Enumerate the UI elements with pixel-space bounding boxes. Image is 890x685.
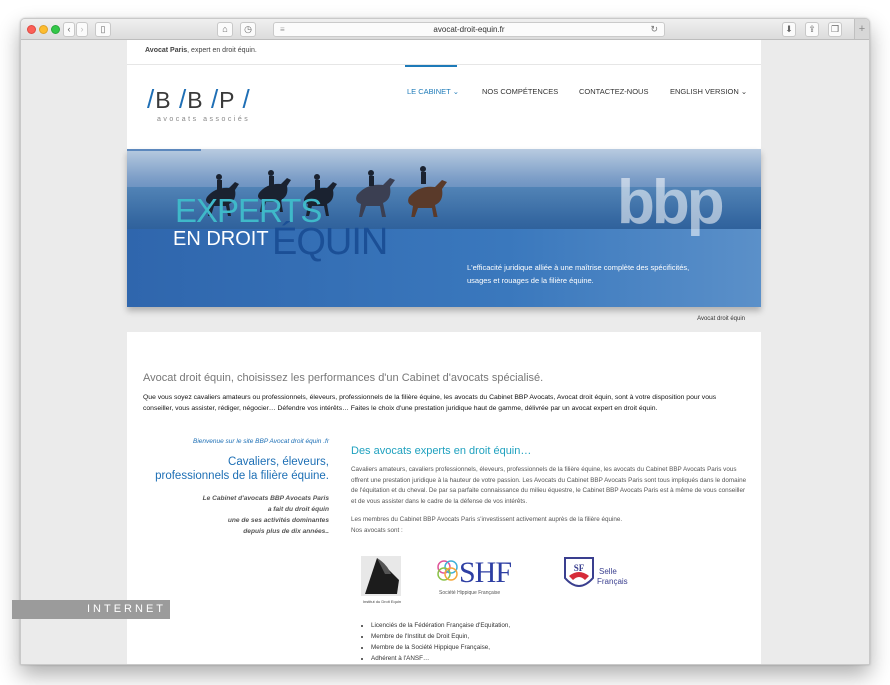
page-heading: Avocat droit équin, choisissez les performances d'un Cabinet d'avocats spécialisé.	[143, 372, 544, 384]
reload-icon[interactable]: ↻	[650, 24, 658, 34]
left-description: Le Cabinet d'avocats BBP Avocats Paris a fait du droit équin une de ses activités dominantes depuis plus de dix années..	[202, 495, 329, 535]
hero-accent	[127, 149, 201, 151]
nav-english-version[interactable]: ENGLISH VERSION ⌄	[670, 87, 748, 96]
hero-equin-text: ÉQUIN	[272, 221, 388, 263]
nav-nos-competences[interactable]: NOS COMPÉTENCES	[482, 87, 559, 96]
browser-toolbar	[21, 19, 869, 40]
members-paragraph: Les membres du Cabinet BBP Avocats Paris s'investissent activement auprès de la filière équine. Nos avocats sont :	[351, 516, 623, 534]
browser-window	[20, 18, 870, 665]
sidebar-icon[interactable]: ▯	[95, 22, 111, 37]
main-content	[127, 332, 761, 664]
intro-paragraph: Que vous soyez cavaliers amateurs ou professionnels, éleveurs, professionnels de la filière équine, les avocats du Cabinet BBP Avocats, Avocat droit équin, sont à votre disposition pour vous conseiller, vous assister, rédiger, négocier… Défendre vos intérêts… Faites le choix d'une prestation juridique haut de gamme, délivrée par un avocat expert en droit équin.	[143, 394, 717, 412]
web-page	[127, 40, 761, 664]
hero-image-label: Avocat droit équin	[697, 316, 745, 322]
svg-text:Selle: Selle	[599, 567, 617, 576]
address-bar[interactable]	[273, 22, 665, 37]
site-logo[interactable]: /B /B /P / avocats associés	[147, 84, 251, 123]
minimize-window-button[interactable]	[39, 25, 48, 34]
site-header	[127, 65, 761, 149]
internet-label: INTERNET	[12, 600, 170, 619]
shf-emblem-icon	[437, 558, 459, 582]
hero-en-droit-text: EN DROIT	[173, 228, 269, 250]
home-icon[interactable]: ⌂	[217, 22, 233, 37]
tabs-icon[interactable]: ❐	[828, 22, 842, 37]
hero-caption: L'efficacité juridique alliée à une maîtrise complète des spécificités, usages et rouages de la filière équine.	[467, 263, 690, 285]
idej-logo[interactable]	[357, 550, 407, 608]
site-tagline: Avocat Paris, expert en droit équin.	[145, 47, 257, 54]
svg-text:Français: Français	[597, 577, 628, 586]
close-window-button[interactable]	[27, 25, 36, 34]
nav-active-indicator	[405, 65, 457, 67]
share-icon[interactable]: ⇪	[805, 22, 819, 37]
top-strip	[127, 40, 761, 65]
back-icon[interactable]: ‹	[63, 22, 75, 37]
history-icon[interactable]: ◷	[240, 22, 256, 37]
shf-logo[interactable]: SHF	[459, 556, 512, 589]
svg-text:Institut du Droit Equin: Institut du Droit Equin	[362, 599, 402, 604]
nav-le-cabinet[interactable]: LE CABINET ⌄	[407, 87, 459, 96]
shf-logo-subtitle: Société Hippique Française	[439, 590, 501, 596]
list-item: • Licenciés de la Fédération Française d'Equitation,	[371, 620, 751, 631]
selle-francais-logo[interactable]	[561, 554, 641, 598]
list-item: • Membre de la Société Hippique Française,	[371, 642, 751, 653]
membership-list	[351, 620, 751, 664]
address-text: avocat-droit-equin.fr	[433, 25, 505, 34]
right-column	[351, 445, 751, 664]
reader-icon[interactable]: ≡	[280, 25, 285, 34]
nav-contactez-nous[interactable]: CONTACTEZ-NOUS	[579, 87, 649, 96]
hero-banner	[127, 149, 761, 307]
hero-brand-mark: bbp	[617, 168, 722, 237]
zoom-window-button[interactable]	[51, 25, 60, 34]
list-item: • Adhérent à l'ANSF…	[371, 653, 751, 664]
section-paragraph: Cavaliers amateurs, cavaliers professionnels, éleveurs, professionnels de la filière équine, les avocats du Cabinet BBP Avocats Paris vous offrent une prestation juridique à la hauteur de votre passion. Les Avocats du Cabinet BBP Avocats Paris sont tous impliqués dans le domaine de l'équitation et du cheval. De par sa parfaite connaissance du milieu équestre, le Cabinet BBP Avocats Paris est à même de vous conseiller et de vous assister dans le cadre de la défense de vos intérêts.	[351, 466, 747, 505]
logo-subtitle: avocats associés	[157, 116, 251, 123]
new-tab-button[interactable]: +	[854, 19, 869, 39]
list-item: • Membre de l'Institut de Droit Equin,	[371, 631, 751, 642]
download-icon[interactable]: ⬇	[782, 22, 796, 37]
svg-text:SF: SF	[573, 563, 585, 573]
left-title: Cavaliers, éleveurs, professionnels de la filière équine.	[155, 456, 329, 482]
affiliation-logos	[351, 550, 751, 608]
section-title: Des avocats experts en droit équin…	[351, 445, 532, 457]
welcome-text: Bienvenue sur le site BBP Avocat droit équin .fr	[193, 438, 329, 445]
left-column	[143, 438, 329, 537]
forward-icon[interactable]: ›	[76, 22, 88, 37]
hero-experts-text: EXPERTS	[175, 192, 322, 229]
web-viewport	[21, 40, 869, 664]
